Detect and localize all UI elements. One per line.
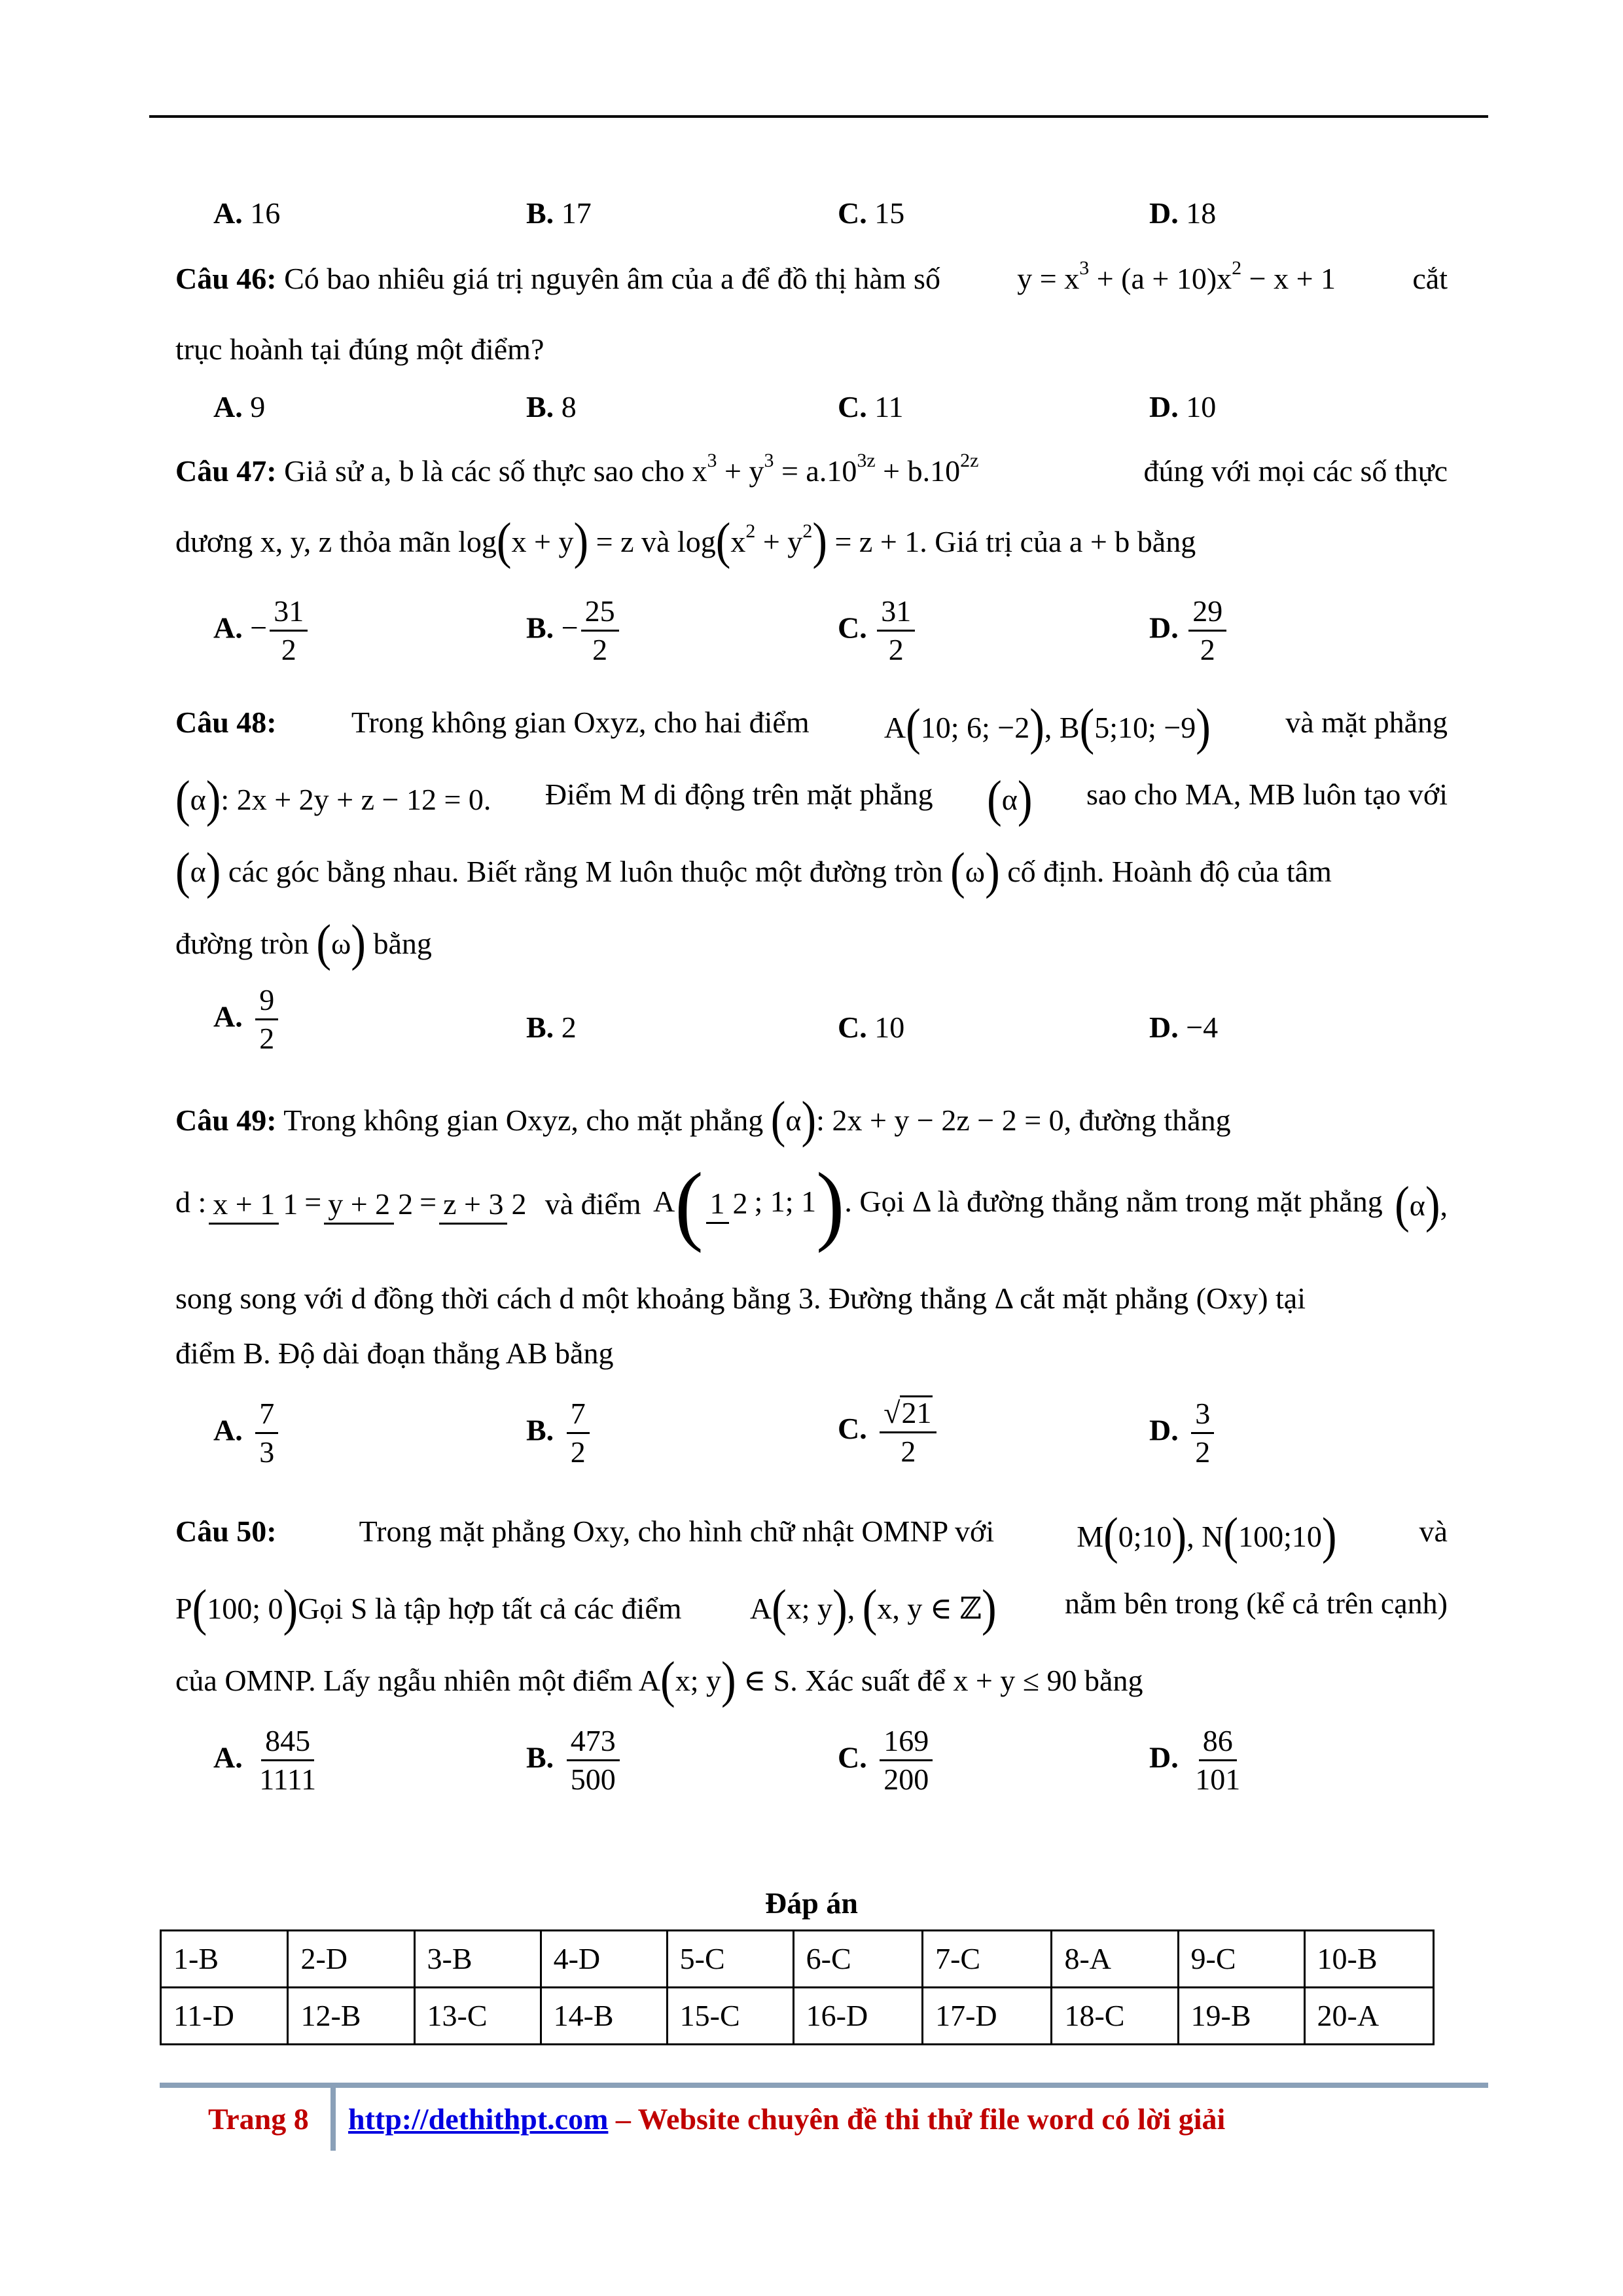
footer-divider bbox=[330, 2088, 336, 2151]
answer-key-title: Đáp án bbox=[765, 1886, 858, 1920]
website-link[interactable]: http://dethithpt.com bbox=[348, 2102, 609, 2136]
question-label: Câu 47: bbox=[175, 454, 277, 488]
header-rule bbox=[149, 115, 1488, 118]
question-label: Câu 48: bbox=[175, 706, 277, 739]
question-label: Câu 50: bbox=[175, 1515, 277, 1548]
table-row: 11-D 12-B 13-C 14-B 15-C 16-D 17-D 18-C 19-B 20-A bbox=[161, 1988, 1434, 2045]
footer-rule bbox=[160, 2083, 1488, 2088]
table-row: 1-B 2-D 3-B 4-D 5-C 6-C 7-C 8-A 9-C 10-B bbox=[161, 1931, 1434, 1988]
answer-key-table bbox=[160, 1929, 1435, 2045]
question-label: Câu 49: bbox=[175, 1103, 277, 1137]
page-number: Trang 8 bbox=[208, 2102, 309, 2136]
footer-text: http://dethithpt.com – Website chuyên đề thi thử file word có lời giải bbox=[348, 2102, 1226, 2136]
question-label: Câu 46: bbox=[175, 262, 277, 295]
